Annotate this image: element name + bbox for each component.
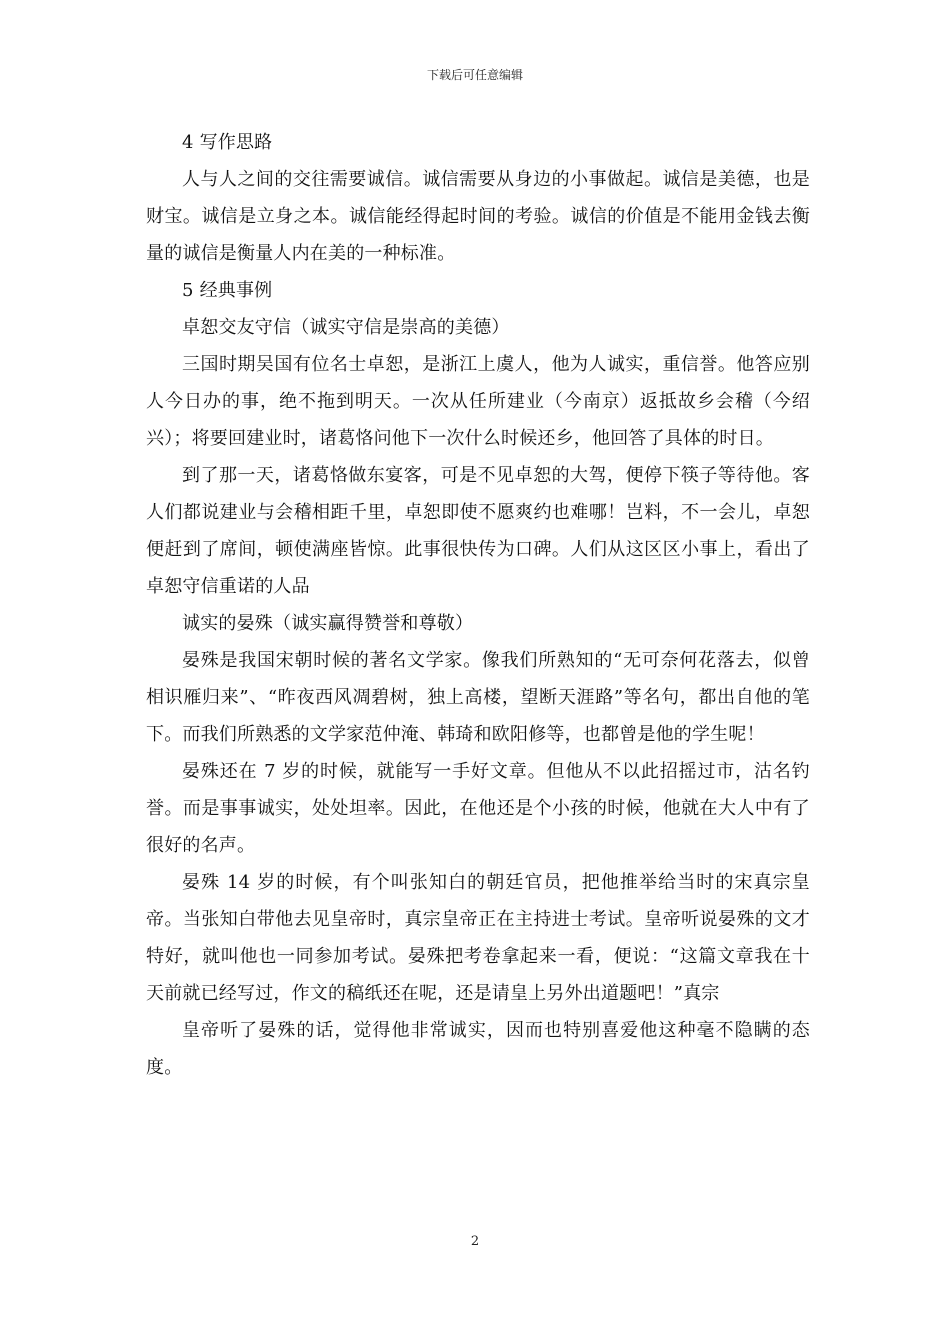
body-paragraph: 到了那一天，诸葛恪做东宴客，可是不见卓恕的大驾，便停下筷子等待他。客人们都说建业与会稽相距千里，卓恕即使不愿爽约也难哪！岂料，不一会儿，卓恕便赶到了席间，顿使满座皆惊。此事很快传为口碑。人们从这区区小事上，看出了卓恕守信重诺的人品 bbox=[146, 465, 810, 597]
document-body bbox=[146, 124, 810, 1086]
section-heading: 5 经典事例 bbox=[182, 280, 273, 301]
section-heading: 4 写作思路 bbox=[182, 132, 273, 153]
body-paragraph: 三国时期吴国有位名士卓恕，是浙江上虞人，他为人诚实，重信誉。他答应别人今日办的事，绝不拖到明天。一次从任所建业（今南京）返抵故乡会稽（今绍兴）；将要回建业时，诸葛恪问他下一次什么时候还乡，他回答了具体的时日。 bbox=[146, 354, 810, 449]
story-title: 卓恕交友守信（诚实守信是崇高的美德） bbox=[182, 317, 510, 338]
page-number: 2 bbox=[470, 1234, 480, 1249]
body-paragraph: 晏殊是我国宋朝时候的著名文学家。像我们所熟知的“无可奈何花落去，似曾相识雁归来”、“昨夜西风凋碧树，独上高楼，望断天涯路”等名句，都出自他的笔下。而我们所熟悉的文学家范仲淹、韩琦和欧阳修等，也都曾是他的学生呢！ bbox=[146, 650, 810, 745]
page-header: 下载后可任意编辑 bbox=[426, 68, 523, 82]
body-paragraph: 晏殊还在 7 岁的时候，就能写一手好文章。但他从不以此招摇过市，沽名钓誉。而是事事诚实，处处坦率。因此，在他还是个小孩的时候，他就在大人中有了很好的名声。 bbox=[146, 761, 810, 856]
body-paragraph: 晏殊 14 岁的时候，有个叫张知白的朝廷官员，把他推举给当时的宋真宗皇帝。当张知白带他去见皇帝时，真宗皇帝正在主持进士考试。皇帝听说晏殊的文才特好，就叫他也一同参加考试。晏殊把考卷拿起来一看，便说：“这篇文章我在十天前就已经写过，作文的稿纸还在呢，还是请皇上另外出道题吧！”真宗 bbox=[146, 872, 810, 1004]
body-paragraph: 皇帝听了晏殊的话，觉得他非常诚实，因而也特别喜爱他这种毫不隐瞒的态度。 bbox=[146, 1020, 810, 1078]
story-title: 诚实的晏殊（诚实赢得赞誉和尊敬） bbox=[182, 613, 474, 634]
body-paragraph: 人与人之间的交往需要诚信。诚信需要从身边的小事做起。诚信是美德，也是财宝。诚信是立身之本。诚信能经得起时间的考验。诚信的价值是不能用金钱去衡量的诚信是衡量人内在美的一种标准。 bbox=[146, 169, 810, 264]
